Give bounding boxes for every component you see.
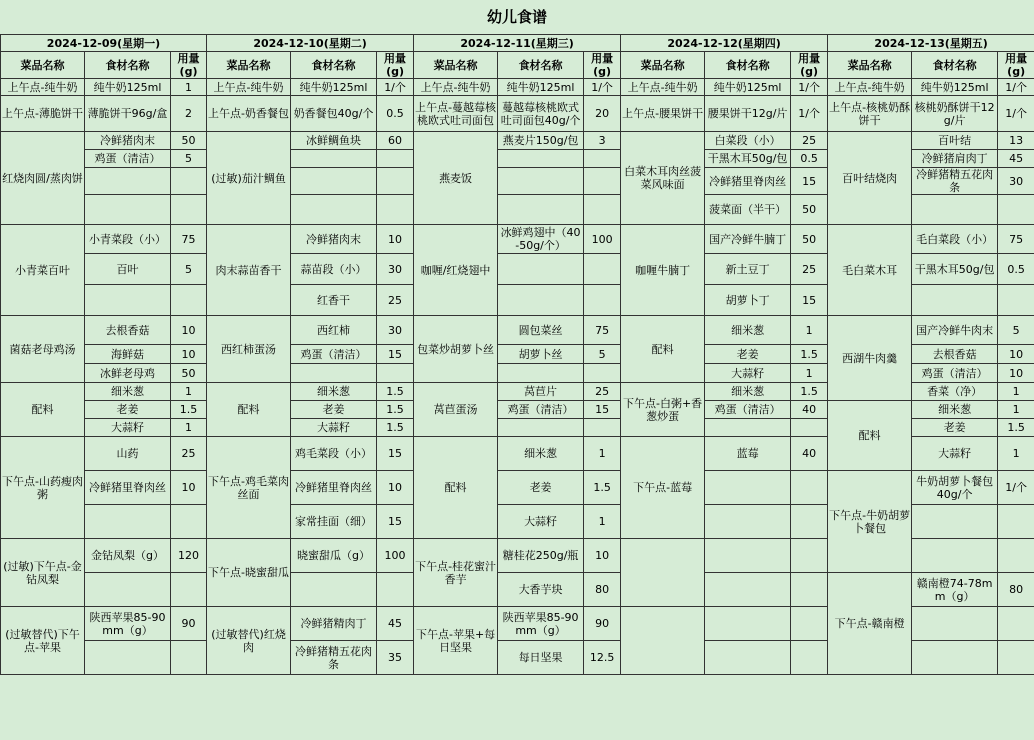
dish-name: (过敏)茄汁鲷鱼 bbox=[207, 132, 291, 225]
dish-name: 燕麦饭 bbox=[414, 132, 498, 225]
ingredient-name: 纯牛奶125ml bbox=[705, 79, 791, 96]
ingredient-name bbox=[498, 195, 584, 225]
ingredient-name: 薄脆饼干96g/盒 bbox=[85, 96, 171, 132]
ingredient-name: 鸡蛋（清洁） bbox=[912, 364, 998, 383]
ingredient-name: 腰果饼干12g/片 bbox=[705, 96, 791, 132]
ingredient-name: 莴苣片 bbox=[498, 383, 584, 401]
ingredient-amount bbox=[171, 168, 207, 195]
ingredient-amount: 75 bbox=[584, 316, 621, 345]
ingredient-name bbox=[85, 285, 171, 316]
ingredient-name: 纯牛奶125ml bbox=[85, 79, 171, 96]
ingredient-name: 老姜 bbox=[498, 471, 584, 505]
ingredient-name: 细米葱 bbox=[705, 316, 791, 345]
ingredient-name: 大香芋块 bbox=[498, 573, 584, 607]
ingredient-name: 菠菜面（半干） bbox=[705, 195, 791, 225]
ingredient-name: 金钻凤梨（g） bbox=[85, 539, 171, 573]
dish-name: 配料 bbox=[1, 383, 85, 437]
ingredient-name bbox=[705, 419, 791, 437]
ingredient-amount: 25 bbox=[171, 437, 207, 471]
header-amount: 用量(g) bbox=[377, 52, 414, 79]
header-ingredient: 食材名称 bbox=[291, 52, 377, 79]
ingredient-name: 蓝莓 bbox=[705, 437, 791, 471]
ingredient-amount bbox=[171, 641, 207, 675]
ingredient-amount: 30 bbox=[998, 168, 1034, 195]
dish-name: 上午点-核桃奶酥饼干 bbox=[828, 96, 912, 132]
ingredient-name: 去根香菇 bbox=[912, 345, 998, 364]
ingredient-name: 冰鲜老母鸡 bbox=[85, 364, 171, 383]
ingredient-amount: 60 bbox=[377, 132, 414, 150]
ingredient-amount: 25 bbox=[377, 285, 414, 316]
ingredient-name: 鸡蛋（清洁） bbox=[85, 150, 171, 168]
ingredient-amount bbox=[791, 471, 828, 505]
header-amount: 用量(g) bbox=[171, 52, 207, 79]
ingredient-name: 鸡蛋（清洁） bbox=[291, 345, 377, 364]
ingredient-amount: 5 bbox=[171, 150, 207, 168]
ingredient-amount: 50 bbox=[171, 132, 207, 150]
ingredient-amount bbox=[998, 195, 1034, 225]
ingredient-amount bbox=[998, 539, 1034, 573]
ingredient-name: 大蒜籽 bbox=[912, 437, 998, 471]
ingredient-name bbox=[291, 573, 377, 607]
ingredient-amount: 0.5 bbox=[791, 150, 828, 168]
ingredient-amount: 1.5 bbox=[998, 419, 1034, 437]
ingredient-amount: 40 bbox=[791, 401, 828, 419]
ingredient-amount: 1.5 bbox=[791, 345, 828, 364]
dish-name: 西湖牛肉羹 bbox=[828, 316, 912, 401]
header-ingredient: 食材名称 bbox=[85, 52, 171, 79]
ingredient-name bbox=[912, 539, 998, 573]
ingredient-name: 赣南橙74-78mm（g） bbox=[912, 573, 998, 607]
ingredient-name: 冷鲜猪肩肉丁 bbox=[912, 150, 998, 168]
ingredient-amount: 10 bbox=[171, 471, 207, 505]
dish-name: 下午点-桂花蜜汁香芋 bbox=[414, 539, 498, 607]
ingredient-amount: 1.5 bbox=[584, 471, 621, 505]
ingredient-name bbox=[912, 607, 998, 641]
ingredient-name bbox=[498, 364, 584, 383]
ingredient-amount: 50 bbox=[791, 195, 828, 225]
ingredient-name bbox=[85, 641, 171, 675]
dish-name: 莴苣蛋汤 bbox=[414, 383, 498, 437]
ingredient-name bbox=[291, 168, 377, 195]
ingredient-amount: 12.5 bbox=[584, 641, 621, 675]
header-ingredient: 食材名称 bbox=[912, 52, 998, 79]
ingredient-amount: 10 bbox=[377, 225, 414, 254]
ingredient-amount: 3 bbox=[584, 132, 621, 150]
ingredient-name bbox=[498, 419, 584, 437]
ingredient-name: 国产冷鲜牛腩丁 bbox=[705, 225, 791, 254]
ingredient-name bbox=[912, 195, 998, 225]
ingredient-amount: 45 bbox=[377, 607, 414, 641]
ingredient-amount bbox=[584, 285, 621, 316]
ingredient-name: 小青菜段（小） bbox=[85, 225, 171, 254]
ingredient-amount: 5 bbox=[998, 316, 1034, 345]
dish-name: 上午点-奶香餐包 bbox=[207, 96, 291, 132]
ingredient-name bbox=[291, 195, 377, 225]
dish-name: 包菜炒胡萝卜丝 bbox=[414, 316, 498, 383]
dish-name: (过敏替代)下午点-苹果 bbox=[1, 607, 85, 675]
ingredient-name bbox=[85, 573, 171, 607]
dish-name: 上午点-纯牛奶 bbox=[207, 79, 291, 96]
ingredient-name: 百叶结 bbox=[912, 132, 998, 150]
ingredient-amount: 1.5 bbox=[377, 419, 414, 437]
ingredient-name: 大蒜籽 bbox=[85, 419, 171, 437]
dish-name: 上午点-纯牛奶 bbox=[828, 79, 912, 96]
ingredient-amount: 13 bbox=[998, 132, 1034, 150]
header-ingredient: 食材名称 bbox=[705, 52, 791, 79]
dish-name: 菌菇老母鸡汤 bbox=[1, 316, 85, 383]
dish-name: 上午点-薄脆饼干 bbox=[1, 96, 85, 132]
ingredient-amount bbox=[584, 168, 621, 195]
ingredient-amount bbox=[791, 505, 828, 539]
ingredient-name bbox=[705, 573, 791, 607]
ingredient-name bbox=[498, 150, 584, 168]
ingredient-name: 细米葱 bbox=[498, 437, 584, 471]
ingredient-name: 每日坚果 bbox=[498, 641, 584, 675]
ingredient-name: 毛白菜段（小） bbox=[912, 225, 998, 254]
ingredient-name: 冷鲜猪肉末 bbox=[85, 132, 171, 150]
ingredient-amount: 1 bbox=[998, 383, 1034, 401]
ingredient-name: 鸡蛋（清洁） bbox=[498, 401, 584, 419]
ingredient-name bbox=[705, 471, 791, 505]
ingredient-amount: 10 bbox=[171, 316, 207, 345]
ingredient-amount: 15 bbox=[377, 437, 414, 471]
ingredient-amount: 35 bbox=[377, 641, 414, 675]
ingredient-amount: 1 bbox=[998, 437, 1034, 471]
ingredient-name: 干黑木耳50g/包 bbox=[912, 254, 998, 285]
ingredient-amount bbox=[791, 539, 828, 573]
ingredient-amount: 15 bbox=[584, 401, 621, 419]
ingredient-amount bbox=[998, 607, 1034, 641]
ingredient-amount: 1 bbox=[791, 364, 828, 383]
header-amount: 用量(g) bbox=[584, 52, 621, 79]
ingredient-amount bbox=[791, 573, 828, 607]
ingredient-amount: 15 bbox=[377, 345, 414, 364]
ingredient-name: 冷鲜猪精五花肉条 bbox=[291, 641, 377, 675]
ingredient-amount: 1 bbox=[791, 316, 828, 345]
header-amount: 用量(g) bbox=[791, 52, 828, 79]
ingredient-amount: 2 bbox=[171, 96, 207, 132]
ingredient-amount: 80 bbox=[584, 573, 621, 607]
ingredient-amount: 100 bbox=[584, 225, 621, 254]
ingredient-amount bbox=[377, 573, 414, 607]
ingredient-name: 西红柿 bbox=[291, 316, 377, 345]
ingredient-name: 干黑木耳50g/包 bbox=[705, 150, 791, 168]
ingredient-name: 冷鲜猪精肉丁 bbox=[291, 607, 377, 641]
ingredient-amount: 1.5 bbox=[791, 383, 828, 401]
dish-name: 下午点-晓蜜甜瓜 bbox=[207, 539, 291, 607]
ingredient-amount bbox=[998, 285, 1034, 316]
ingredient-amount: 25 bbox=[584, 383, 621, 401]
ingredient-amount: 1/个 bbox=[377, 79, 414, 96]
ingredient-name bbox=[85, 168, 171, 195]
dish-name: 红烧肉圆/蒸肉饼 bbox=[1, 132, 85, 225]
ingredient-name: 纯牛奶125ml bbox=[912, 79, 998, 96]
ingredient-amount: 25 bbox=[791, 132, 828, 150]
ingredient-name: 鸡蛋（清洁） bbox=[705, 401, 791, 419]
ingredient-name bbox=[85, 505, 171, 539]
ingredient-amount: 1.5 bbox=[171, 401, 207, 419]
ingredient-amount bbox=[377, 364, 414, 383]
ingredient-amount: 45 bbox=[998, 150, 1034, 168]
menu-table bbox=[0, 34, 1034, 675]
header-amount: 用量(g) bbox=[998, 52, 1034, 79]
ingredient-name: 鸡毛菜段（小） bbox=[291, 437, 377, 471]
ingredient-name: 大蒜籽 bbox=[498, 505, 584, 539]
ingredient-name: 核桃奶酥饼干12g/片 bbox=[912, 96, 998, 132]
ingredient-amount: 1 bbox=[584, 505, 621, 539]
dish-name: 上午点-纯牛奶 bbox=[414, 79, 498, 96]
ingredient-name: 冷鲜猪肉末 bbox=[291, 225, 377, 254]
dish-name: (过敏替代)红烧肉 bbox=[207, 607, 291, 675]
ingredient-amount bbox=[584, 150, 621, 168]
dish-name: 上午点-纯牛奶 bbox=[1, 79, 85, 96]
dish-name: 配料 bbox=[414, 437, 498, 539]
dish-name bbox=[621, 607, 705, 675]
ingredient-name: 晓蜜甜瓜（g） bbox=[291, 539, 377, 573]
ingredient-amount bbox=[791, 607, 828, 641]
dish-name: 毛白菜木耳 bbox=[828, 225, 912, 316]
ingredient-amount: 10 bbox=[171, 345, 207, 364]
header-dish: 菜品名称 bbox=[414, 52, 498, 79]
ingredient-amount: 1/个 bbox=[791, 79, 828, 96]
ingredient-name bbox=[705, 641, 791, 675]
ingredient-amount: 30 bbox=[377, 254, 414, 285]
ingredient-name: 圆包菜丝 bbox=[498, 316, 584, 345]
ingredient-amount: 1 bbox=[584, 437, 621, 471]
dish-name: 下午点-牛奶胡萝卜餐包 bbox=[828, 471, 912, 573]
ingredient-amount: 50 bbox=[791, 225, 828, 254]
ingredient-name bbox=[498, 168, 584, 195]
ingredient-name: 大蒜籽 bbox=[705, 364, 791, 383]
dish-name: 百叶结烧肉 bbox=[828, 132, 912, 225]
ingredient-name: 老姜 bbox=[291, 401, 377, 419]
ingredient-name bbox=[705, 539, 791, 573]
header-ingredient: 食材名称 bbox=[498, 52, 584, 79]
ingredient-name bbox=[912, 505, 998, 539]
dish-name: 下午点-白粥+香葱炒蛋 bbox=[621, 383, 705, 437]
ingredient-name: 细米葱 bbox=[912, 401, 998, 419]
ingredient-amount: 100 bbox=[377, 539, 414, 573]
ingredient-amount: 1/个 bbox=[998, 96, 1034, 132]
dish-name: 上午点-腰果饼干 bbox=[621, 96, 705, 132]
ingredient-amount bbox=[377, 150, 414, 168]
ingredient-amount: 50 bbox=[171, 364, 207, 383]
day-date: 2024-12-13(星期五) bbox=[828, 35, 1034, 52]
ingredient-amount bbox=[584, 254, 621, 285]
ingredient-name: 山药 bbox=[85, 437, 171, 471]
ingredient-amount: 30 bbox=[377, 316, 414, 345]
ingredient-name: 胡萝卜丁 bbox=[705, 285, 791, 316]
ingredient-name: 冰鲜鸡翅中（40-50g/个） bbox=[498, 225, 584, 254]
ingredient-name: 老姜 bbox=[85, 401, 171, 419]
ingredient-amount: 5 bbox=[584, 345, 621, 364]
dish-name: 配料 bbox=[621, 316, 705, 383]
ingredient-name bbox=[498, 254, 584, 285]
ingredient-amount: 10 bbox=[584, 539, 621, 573]
page-title: 幼儿食谱 bbox=[486, 8, 547, 26]
header-dish: 菜品名称 bbox=[621, 52, 705, 79]
ingredient-name bbox=[912, 285, 998, 316]
ingredient-name: 冷鲜猪里脊肉丝 bbox=[705, 168, 791, 195]
ingredient-amount: 1 bbox=[171, 383, 207, 401]
ingredient-amount bbox=[171, 573, 207, 607]
dish-name: 配料 bbox=[207, 383, 291, 437]
ingredient-amount: 40 bbox=[791, 437, 828, 471]
ingredient-amount: 15 bbox=[791, 285, 828, 316]
ingredient-amount: 75 bbox=[998, 225, 1034, 254]
ingredient-name bbox=[912, 641, 998, 675]
ingredient-amount: 80 bbox=[998, 573, 1034, 607]
ingredient-name: 大蒜籽 bbox=[291, 419, 377, 437]
ingredient-name bbox=[705, 607, 791, 641]
ingredient-amount bbox=[791, 419, 828, 437]
ingredient-name bbox=[498, 285, 584, 316]
ingredient-amount bbox=[171, 195, 207, 225]
ingredient-name: 红香干 bbox=[291, 285, 377, 316]
ingredient-name: 细米葱 bbox=[705, 383, 791, 401]
dish-name: 小青菜百叶 bbox=[1, 225, 85, 316]
ingredient-amount: 1 bbox=[171, 79, 207, 96]
ingredient-name: 老姜 bbox=[705, 345, 791, 364]
ingredient-amount: 120 bbox=[171, 539, 207, 573]
dish-name: 下午点-苹果+每日坚果 bbox=[414, 607, 498, 675]
ingredient-amount: 1/个 bbox=[998, 471, 1034, 505]
ingredient-amount: 10 bbox=[377, 471, 414, 505]
ingredient-amount bbox=[584, 195, 621, 225]
ingredient-name bbox=[291, 364, 377, 383]
ingredient-name: 糖桂花250g/瓶 bbox=[498, 539, 584, 573]
day-date: 2024-12-10(星期二) bbox=[207, 35, 414, 52]
ingredient-amount bbox=[998, 641, 1034, 675]
dish-name: 咖喱牛腩丁 bbox=[621, 225, 705, 316]
ingredient-name: 家常挂面（细） bbox=[291, 505, 377, 539]
dish-name bbox=[621, 539, 705, 607]
ingredient-name: 新土豆丁 bbox=[705, 254, 791, 285]
ingredient-amount: 0.5 bbox=[998, 254, 1034, 285]
ingredient-name: 陕西苹果85-90mm（g） bbox=[85, 607, 171, 641]
ingredient-name: 牛奶胡萝卜餐包40g/个 bbox=[912, 471, 998, 505]
ingredient-name: 冰鲜鲷鱼块 bbox=[291, 132, 377, 150]
ingredient-name: 老姜 bbox=[912, 419, 998, 437]
ingredient-amount: 1/个 bbox=[791, 96, 828, 132]
dish-name: 上午点-纯牛奶 bbox=[621, 79, 705, 96]
ingredient-amount: 1/个 bbox=[998, 79, 1034, 96]
ingredient-amount: 15 bbox=[377, 505, 414, 539]
ingredient-amount: 5 bbox=[171, 254, 207, 285]
dish-name: 配料 bbox=[828, 401, 912, 471]
ingredient-amount bbox=[377, 195, 414, 225]
ingredient-name: 冷鲜猪里脊肉丝 bbox=[85, 471, 171, 505]
ingredient-amount bbox=[791, 641, 828, 675]
ingredient-amount bbox=[584, 364, 621, 383]
ingredient-amount bbox=[171, 285, 207, 316]
dish-name: 下午点-鸡毛菜肉丝面 bbox=[207, 437, 291, 539]
ingredient-name: 百叶 bbox=[85, 254, 171, 285]
ingredient-name: 香菜（净） bbox=[912, 383, 998, 401]
ingredient-amount: 75 bbox=[171, 225, 207, 254]
header-dish: 菜品名称 bbox=[828, 52, 912, 79]
dish-name: 肉末蒜苗香干 bbox=[207, 225, 291, 316]
ingredient-name: 蒜苗段（小） bbox=[291, 254, 377, 285]
header-dish: 菜品名称 bbox=[207, 52, 291, 79]
ingredient-name: 冷鲜猪精五花肉条 bbox=[912, 168, 998, 195]
ingredient-name: 燕麦片150g/包 bbox=[498, 132, 584, 150]
ingredient-name: 奶香餐包40g/个 bbox=[291, 96, 377, 132]
ingredient-name: 蔓越莓核桃欧式吐司面包40g/个 bbox=[498, 96, 584, 132]
ingredient-name bbox=[705, 505, 791, 539]
ingredient-amount: 25 bbox=[791, 254, 828, 285]
dish-name: 下午点-山药瘦肉粥 bbox=[1, 437, 85, 539]
ingredient-amount bbox=[171, 505, 207, 539]
dish-name: 下午点-蓝莓 bbox=[621, 437, 705, 539]
ingredient-name: 国产冷鲜牛肉末 bbox=[912, 316, 998, 345]
dish-name: 白菜木耳肉丝菠菜风味面 bbox=[621, 132, 705, 225]
ingredient-amount: 1 bbox=[998, 401, 1034, 419]
ingredient-name: 海鲜菇 bbox=[85, 345, 171, 364]
header-dish: 菜品名称 bbox=[1, 52, 85, 79]
dish-name: 西红柿蛋汤 bbox=[207, 316, 291, 383]
ingredient-name: 去根香菇 bbox=[85, 316, 171, 345]
day-date: 2024-12-11(星期三) bbox=[414, 35, 621, 52]
ingredient-name bbox=[85, 195, 171, 225]
ingredient-name: 胡萝卜丝 bbox=[498, 345, 584, 364]
ingredient-name: 纯牛奶125ml bbox=[498, 79, 584, 96]
ingredient-amount: 1.5 bbox=[377, 383, 414, 401]
ingredient-name: 白菜段（小） bbox=[705, 132, 791, 150]
ingredient-name: 陕西苹果85-90mm（g） bbox=[498, 607, 584, 641]
day-date: 2024-12-12(星期四) bbox=[621, 35, 828, 52]
ingredient-amount: 15 bbox=[791, 168, 828, 195]
ingredient-name bbox=[291, 150, 377, 168]
ingredient-name: 细米葱 bbox=[291, 383, 377, 401]
ingredient-name: 冷鲜猪里脊肉丝 bbox=[291, 471, 377, 505]
ingredient-amount: 20 bbox=[584, 96, 621, 132]
dish-name: 咖喱/红烧翅中 bbox=[414, 225, 498, 316]
ingredient-amount: 1/个 bbox=[584, 79, 621, 96]
dish-name: 下午点-赣南橙 bbox=[828, 573, 912, 675]
dish-name: 上午点-蔓越莓核桃欧式吐司面包 bbox=[414, 96, 498, 132]
ingredient-amount bbox=[998, 505, 1034, 539]
ingredient-amount: 1.5 bbox=[377, 401, 414, 419]
ingredient-amount: 10 bbox=[998, 345, 1034, 364]
ingredient-amount: 1 bbox=[171, 419, 207, 437]
dish-name: (过敏)下午点-金钻凤梨 bbox=[1, 539, 85, 607]
day-date: 2024-12-09(星期一) bbox=[1, 35, 207, 52]
ingredient-amount bbox=[377, 168, 414, 195]
ingredient-name: 纯牛奶125ml bbox=[291, 79, 377, 96]
ingredient-name: 细米葱 bbox=[85, 383, 171, 401]
ingredient-amount: 90 bbox=[171, 607, 207, 641]
ingredient-amount: 90 bbox=[584, 607, 621, 641]
ingredient-amount: 0.5 bbox=[377, 96, 414, 132]
ingredient-amount bbox=[584, 419, 621, 437]
ingredient-amount: 10 bbox=[998, 364, 1034, 383]
